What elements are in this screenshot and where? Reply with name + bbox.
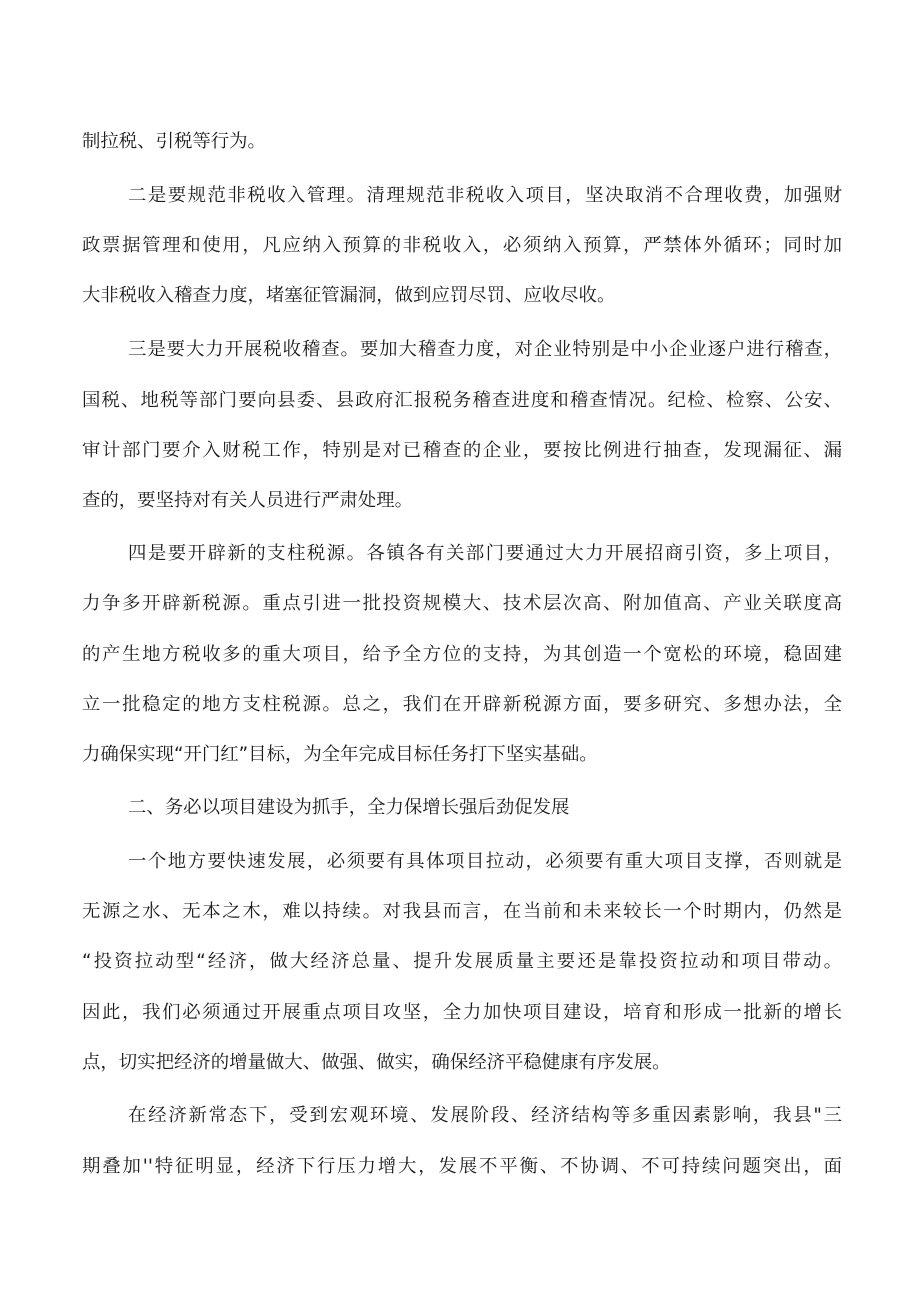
text-line: 国税、地税等部门要向县委、县政府汇报税务稽查进度和稽查情况。纪检、检察、公安、	[82, 390, 842, 411]
text-line: 四是要开辟新的支柱税源。各镇各有关部门要通过大力开展招商引资，多上项目，	[128, 543, 842, 564]
section-heading: 二、务必以项目建设为抓手，全力保增长强后劲促发展	[128, 797, 570, 818]
text-line: 政票据管理和使用，凡应纳入预算的非税收入，必须纳入预算，严禁体外循环；同时加	[82, 235, 842, 256]
text-line: “投资拉动型“经济，做大经济总量、提升发展质量主要还是靠投资拉动和项目带动。	[82, 951, 842, 972]
text-line: 二是要规范非税收入管理。清理规范非税收入项目，坚决取消不合理收费，加强财	[128, 185, 842, 206]
text-line: 因此，我们必须通过开展重点项目攻坚，全力加快项目建设，培育和形成一批新的增长	[82, 1002, 842, 1023]
text-line: 立一批稳定的地方支柱税源。总之，我们在开辟新税源方面，要多研究、多想办法，全	[82, 694, 842, 715]
text-line: 力确保实现“开门红”目标，为全年完成目标任务打下坚实基础。	[82, 744, 598, 765]
text-line: 的产生地方税收多的重大项目，给予全方位的支持，为其创造一个宽松的环境，稳固建	[82, 644, 842, 665]
text-line: 无源之水、无本之木，难以持续。对我县而言，在当前和未来较长一个时期内，仍然是	[82, 901, 842, 922]
text-line: 在经济新常态下，受到宏观环境、发展阶段、经济结构等多重因素影响，我县"三	[128, 1105, 842, 1126]
text-line: 力争多开辟新税源。重点引进一批投资规模大、技术层次高、附加值高、产业关联度高	[82, 593, 842, 614]
text-line: 期叠加''特征明显，经济下行压力增大，发展不平衡、不协调、不可持续问题突出，面	[82, 1156, 842, 1177]
text-line: 审计部门要介入财税工作，特别是对已稽查的企业，要按比例进行抽查，发现漏征、漏	[82, 440, 842, 461]
text-line: 一个地方要快速发展，必须要有具体项目拉动，必须要有重大项目支撑，否则就是	[128, 851, 842, 872]
text-line: 点，切实把经济的增量做大、做强、做实，确保经济平稳健康有序发展。	[82, 1052, 671, 1073]
text-line: 查的，要坚持对有关人员进行严肃处理。	[82, 490, 414, 511]
text-line: 大非税收入稽查力度，堵塞征管漏洞，做到应罚尽罚、应收尽收。	[82, 285, 616, 306]
text-line: 三是要大力开展税收稽查。要加大稽查力度，对企业特别是中小企业逐户进行稽查，	[128, 339, 842, 360]
text-line: 制拉税、引税等行为。	[82, 131, 266, 152]
